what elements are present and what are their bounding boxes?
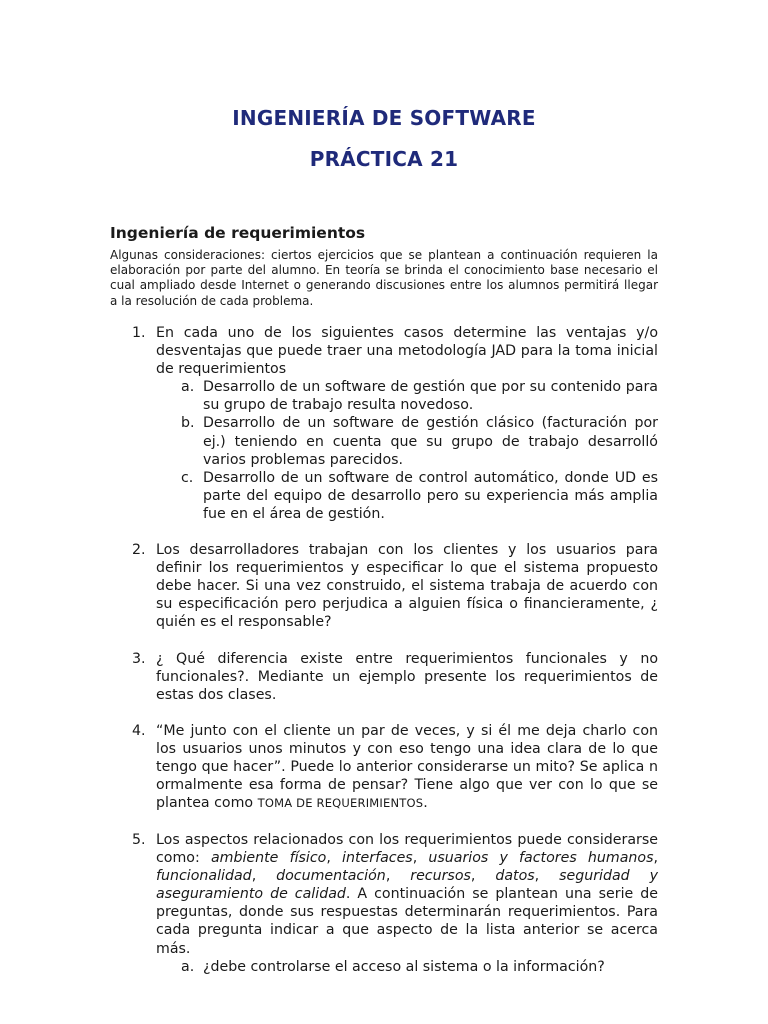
list-item-number: 1. xyxy=(132,325,146,341)
list-item-2 xyxy=(132,541,658,631)
italic-term: documentación xyxy=(276,868,386,885)
sub-item-letter: b. xyxy=(181,415,195,432)
sub-item-letter: a. xyxy=(181,379,195,396)
list-item-text xyxy=(156,831,658,958)
text-segment: , xyxy=(326,850,343,867)
text-segment: , xyxy=(251,868,277,885)
sub-item-text: Desarrollo de un software de gestión clásico (facturación por ej.) teniendo en cuenta que su grupo de trabajo desarrolló varios problemas parecidos. xyxy=(203,415,658,468)
list-item-text xyxy=(156,722,658,812)
document-title: INGENIERÍA DE SOFTWARE xyxy=(232,106,536,130)
text-segment: , xyxy=(534,868,560,885)
sub-item-text: ¿debe controlarse el acceso al sistema o la información? xyxy=(203,958,605,975)
italic-term: recursos xyxy=(410,868,471,885)
text-segment: , xyxy=(385,868,411,885)
list-item-1 xyxy=(132,324,658,523)
sub-item-letter: c. xyxy=(181,469,194,486)
list-item-number: 4. xyxy=(132,723,146,739)
italic-term: seguridad y aseguramiento de calidad xyxy=(156,868,658,903)
italic-term: interfaces xyxy=(342,850,413,867)
smallcaps-term: TOMA DE REQUERIMIENTOS xyxy=(257,796,424,811)
list-item-number: 5. xyxy=(132,832,146,848)
text-segment: , xyxy=(653,850,658,867)
italic-term: usuarios y factores humanos xyxy=(428,850,654,867)
text-segment: . A continuación se plantean una serie de preguntas, donde sus respuestas determinarán requerimientos. Para cada pregunta indicar a que aspecto de la lista anterior se acerca más. xyxy=(156,886,659,957)
sub-item-a xyxy=(181,958,658,976)
list-item-number: 2. xyxy=(132,542,146,558)
italic-term: datos xyxy=(495,868,535,885)
sub-item-text: Desarrollo de un software de gestión que por su contenido para su grupo de trabajo resulta novedoso. xyxy=(203,379,658,414)
list-item-5 xyxy=(132,831,658,976)
text-segment: Los aspectos relacionados con los requerimientos puede considerarse como: xyxy=(156,832,658,867)
text-segment: , xyxy=(412,850,429,867)
sub-item-b xyxy=(181,414,658,468)
text-segment: , xyxy=(470,868,496,885)
sub-item-letter: a. xyxy=(181,958,195,975)
list-item-text: En cada uno de los siguientes casos determine las ventajas y/o desventajas que puede traer una metodología JAD para la toma inicial de requerimientos xyxy=(156,325,658,378)
list-item-text: Los desarrolladores trabajan con los clientes y los usuarios para definir los requerimientos y especificar lo que el sistema propuesto debe hacer. Si una vez construido, el sistema trabaja de acuerdo con su especificación pero perjudica a alguien física o financieramente, ¿ quién es el responsable? xyxy=(156,542,658,631)
italic-term: ambiente físico xyxy=(210,850,327,867)
sub-item-c xyxy=(181,469,658,523)
section-heading: Ingeniería de requerimientos xyxy=(110,224,366,242)
italic-term: funcionalidad xyxy=(156,868,252,885)
text-segment: “Me junto con el cliente un par de veces, y si él me deja charlo con los usuarios unos minutos y con eso tengo una idea clara de lo que tengo que hacer”. Puede lo anterior considerarse un mito? Se aplica n ormalmente esa forma de pensar? Tiene algo que ver con lo que se plantea como xyxy=(156,723,658,812)
sub-item-a xyxy=(181,378,658,414)
list-item-number: 3. xyxy=(132,651,146,667)
list-item-4 xyxy=(132,722,658,812)
list-item-text: ¿ Qué diferencia existe entre requerimientos funcionales y no funcionales?. Mediante un ejemplo presente los requerimientos de estas dos clases. xyxy=(156,651,658,704)
sub-item-text: Desarrollo de un software de control automático, donde UD es parte del equipo de desarrollo pero su experiencia más amplia fue en el área de gestión. xyxy=(203,469,658,522)
text-segment: . xyxy=(423,795,428,812)
document-subtitle: PRÁCTICA 21 xyxy=(309,147,459,171)
list-item-3 xyxy=(132,650,658,704)
intro-paragraph: Algunas consideraciones: ciertos ejercicios que se plantean a continuación requieren la elaboración por parte del alumno. En teoría se brinda el conocimiento base necesario el cual ampliado desde Internet o generando discusiones entre los alumnos permitirá llegar a la resolución de cada problema. xyxy=(110,248,658,308)
